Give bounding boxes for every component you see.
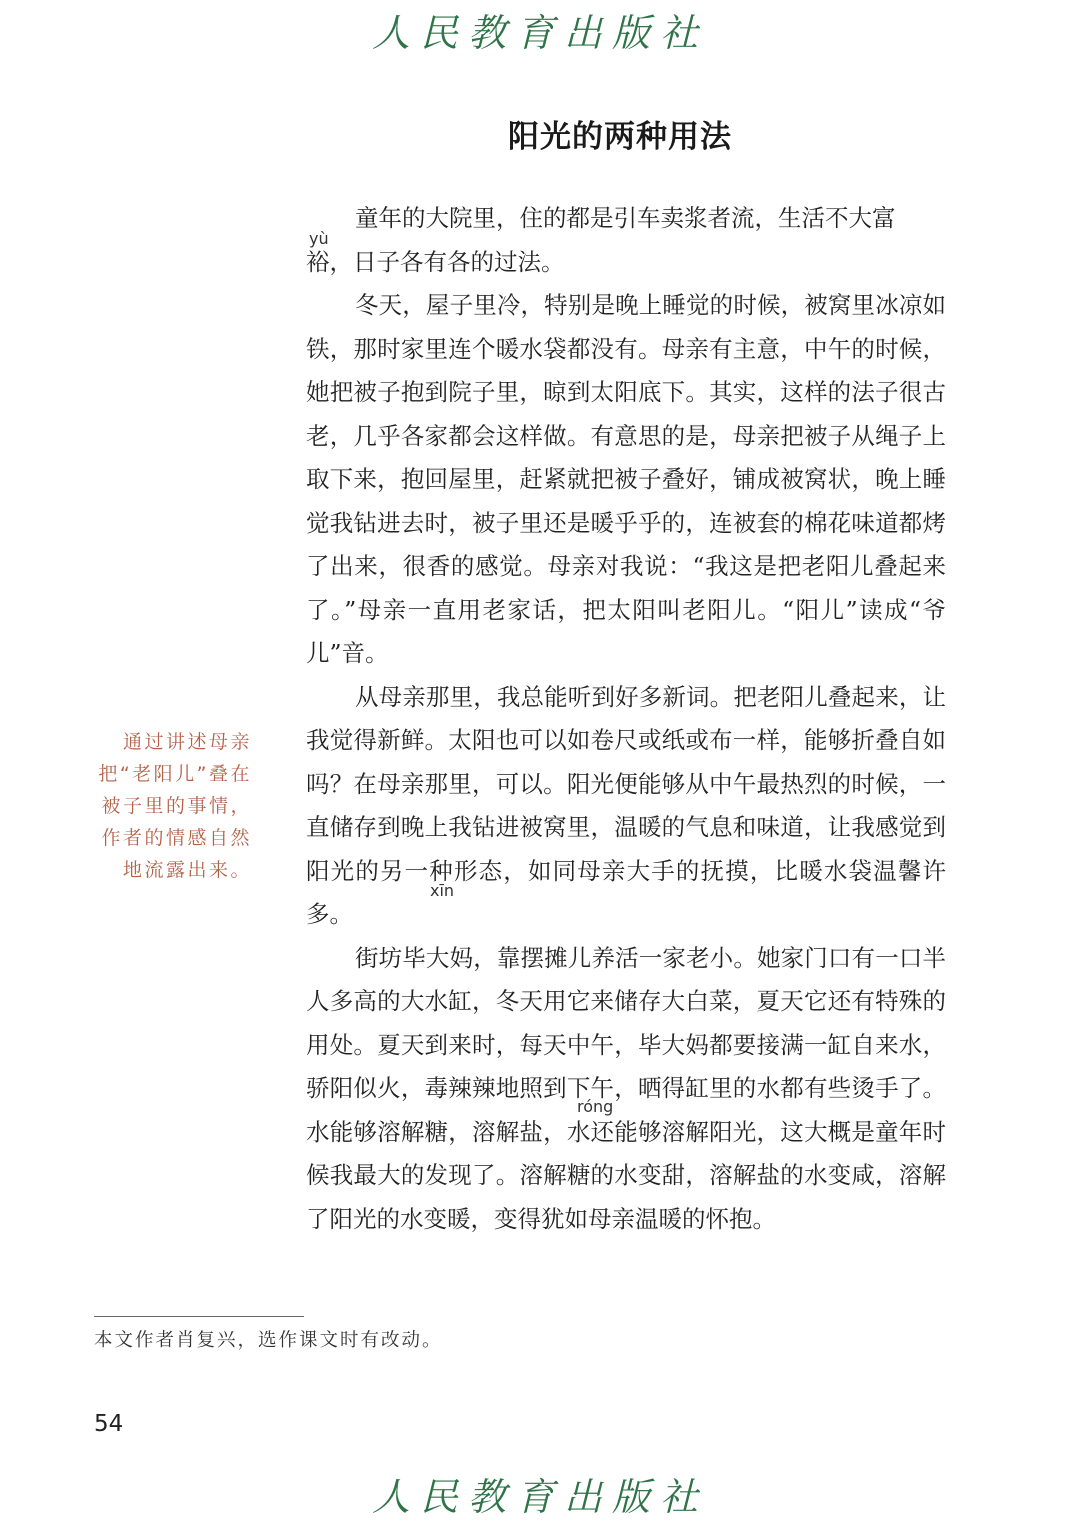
paragraph: 街坊毕大妈，靠摆摊儿养活一家老小。她家门口有一口半人多高的大水缸，冬天用它来储存大白菜，夏天它还有特殊的用处。夏天到来时，每天中午，毕大妈都要接满一缸自来水，骄阳似火，毒辣辣地照到下午，晒得缸里的水都有些烫手了。水能够溶解糖，溶解盐，水还能够溶解阳光，这大概是童年时候我最大的发现了。溶解糖的水变甜，溶解盐的水变咸，溶解了阳光的水变暖，变得犹如母亲温暖的怀抱。 — [306, 943, 946, 1233]
publisher-logo-bottom: 人民教育出版社 — [371, 1475, 708, 1519]
footnote-divider — [94, 1316, 304, 1317]
page-number: 54 — [94, 1411, 124, 1437]
paragraph: 裕，日子各有各的过法。 — [306, 247, 565, 276]
article-body — [306, 197, 946, 1241]
publisher-logo-top: 人民教育出版社 — [371, 11, 708, 55]
pinyin-annotation-rong: róng — [577, 1097, 614, 1116]
margin-annotation: 通过讲述母亲把“老阳儿”叠在被子里的事情，作者的情感自然地流露出来。 — [98, 731, 252, 881]
paragraph: 从母亲那里，我总能听到好多新词。把老阳儿叠起来，让我觉得新鲜。太阳也可以如卷尺或纸或布一样，能够折叠自如吗？在母亲那里，可以。阳光便能够从中午最热烈的时候，一直储存到晚上我钻进被窝里，温暖的气息和味道，让我感觉到阳光的另一种形态，如同母亲大手的抚摸，比暖水袋温馨许多。 — [306, 682, 946, 928]
paragraph: 冬天，屋子里冷，特别是晚上睡觉的时候，被窝里冰凉如铁，那时家里连个暖水袋都没有。母亲有主意，中午的时候，她把被子抱到院子里，晾到太阳底下。其实，这样的法子很古老，几乎各家都会这样做。有意思的是，母亲把被子从绳子上取下来，抱回屋里，赶紧就把被子叠好，铺成被窝状，晚上睡觉我钻进去时，被子里还是暖乎乎的，连被套的棉花味道都烤了出来，很香的感觉。母亲对我说：“我这是把老阳儿叠起来了。”母亲一直用老家话，把太阳叫老阳儿。“阳儿”读成“爷儿”音。 — [306, 291, 946, 667]
pinyin-annotation-xin: xīn — [430, 881, 455, 900]
pinyin-annotation-yu: yù — [309, 229, 329, 248]
footnote: 本文作者肖复兴，选作课文时有改动。 — [94, 1330, 443, 1351]
paragraph: 童年的大院里，住的都是引车卖浆者流，生活不大富 — [355, 204, 896, 232]
page-title: 阳光的两种用法 — [508, 119, 732, 155]
